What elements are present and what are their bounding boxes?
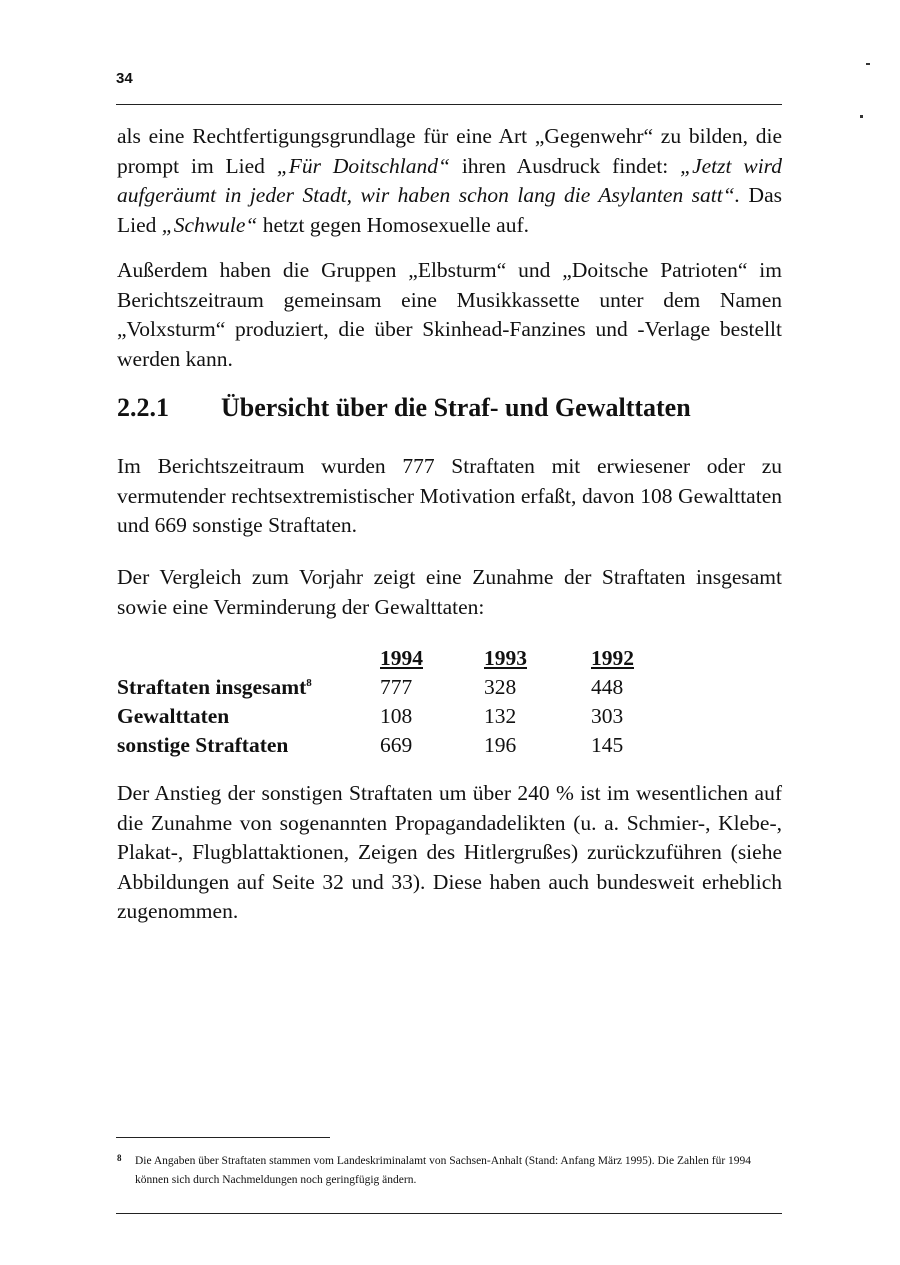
row-label [117, 671, 380, 700]
table-header-row [117, 642, 671, 671]
table-cell: 448 [591, 675, 624, 699]
section-number: 2.2.1 [117, 393, 169, 422]
table-cell: 303 [591, 704, 624, 728]
table-row [117, 671, 671, 700]
section-title: Übersicht über die Straf- und Gewalttaten [221, 393, 691, 422]
year-header: 1994 [380, 646, 423, 670]
table-row [117, 729, 671, 758]
footnote-reference: 8 [306, 676, 312, 689]
text-segment: als eine Rechtfertigungsgrundlage für eine Art „Gegenwehr“ zu bilden, die prompt im Lied [117, 124, 782, 178]
footnote-rule [116, 1137, 330, 1138]
text-segment: ihren Ausdruck findet: [449, 153, 681, 178]
table-cell: 328 [484, 675, 517, 699]
scan-speck [866, 63, 870, 65]
scan-speck [860, 115, 863, 118]
row-label: Gewalttaten [117, 704, 230, 728]
paragraph-statistics: Im Berichtszeitraum wurden 777 Straftaten mit erwiesener oder zu vermutender rechtsextremistischer Motivation erfaßt, davon 108 Gewalttaten und 669 sonstige Straftaten. [117, 454, 782, 537]
paragraph-propaganda-increase: Der Anstieg der sonstigen Straftaten um über 240 % ist im wesentlichen auf die Zunahme von sogenannten Propagandadelikten (u. a. Schmier-, Klebe-, Plakat-, Flugblattaktionen, Zeigen des Hitlergrußes) zurückzuführen (siehe Abbildungen auf Seite 32 und 33). Diese haben auch bundesweit erheblich zugenommen. [117, 781, 782, 923]
table-cell: 777 [380, 675, 413, 699]
section-heading [117, 393, 691, 423]
table-corner [117, 642, 380, 671]
text-segment: Das Lied [117, 183, 782, 237]
footnote-mark: 8 [117, 1153, 122, 1163]
year-header: 1993 [484, 646, 527, 670]
row-label: sonstige Straftaten [117, 733, 289, 757]
table-cell: 132 [484, 704, 517, 728]
song-title: „Für Doitschland“ [276, 153, 450, 178]
table-cell: 196 [484, 733, 517, 757]
paragraph-song-lyrics [117, 122, 782, 240]
song-title: „Schwule“ [161, 212, 258, 237]
table-cell: 669 [380, 733, 413, 757]
paragraph-music-cassette: Außerdem haben die Gruppen „Elbsturm“ und „Doitsche Patrioten“ im Berichtszeitraum gemeinsam eine Musikkassette unter dem Namen „Volxsturm“ produziert, die über Skinhead-Fanzines und -Verlage bestellt werden kann. [117, 258, 782, 371]
table-row [117, 700, 671, 729]
footnote-text: Die Angaben über Straftaten stammen vom Landeskriminalamt von Sachsen-Anhalt (Stand: Anfang März 1995). Die Zahlen für 1994 können sich durch Nachmeldungen noch geringfügig ändern. [135, 1155, 752, 1186]
table-cell: 108 [380, 704, 413, 728]
year-header: 1992 [591, 646, 634, 670]
row-label-text: Straftaten insgesamt [117, 675, 307, 699]
text-segment: hetzt gegen Homosexuelle auf. [257, 212, 529, 237]
paragraph-comparison: Der Vergleich zum Vorjahr zeigt eine Zunahme der Straftaten insgesamt sowie eine Verminderung der Gewalttaten: [117, 565, 782, 619]
lyric-quote: „Jetzt wird aufgeräumt in jeder Stadt, wir haben schon lang die Asylanten satt“. [117, 153, 782, 207]
crime-statistics-table [117, 642, 671, 758]
footnote [117, 1152, 757, 1190]
footer-rule [116, 1213, 782, 1214]
header-rule [116, 104, 782, 105]
page-number: 34 [116, 70, 133, 87]
table-cell: 145 [591, 733, 624, 757]
